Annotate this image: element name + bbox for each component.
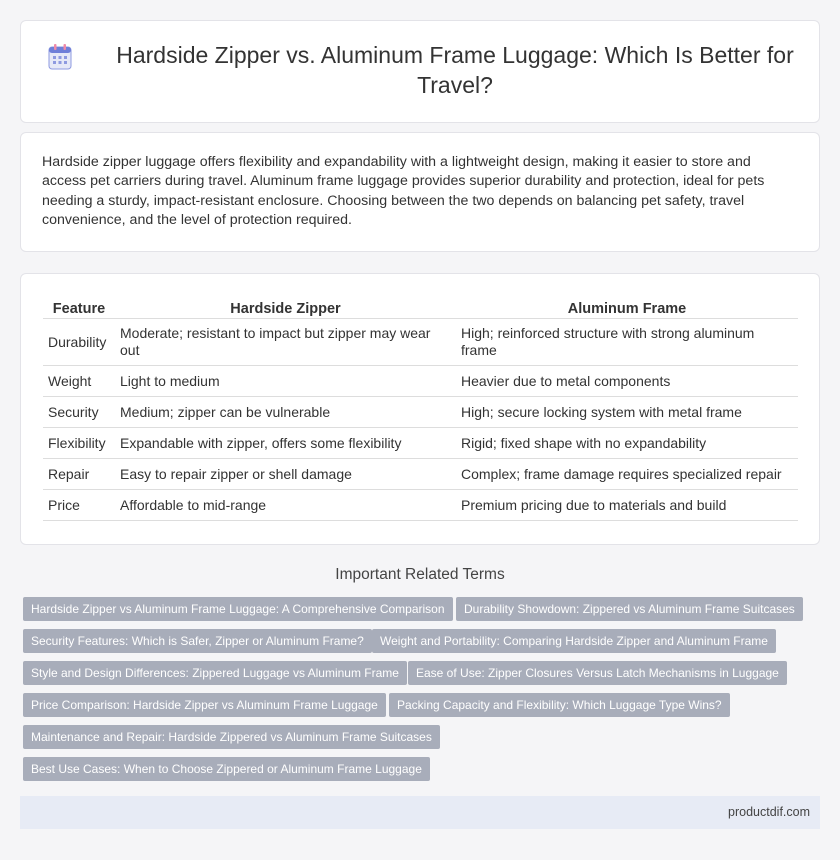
related-term-tag[interactable]: Security Features: Which is Safer, Zipper or Aluminum Frame?: [23, 629, 372, 653]
table-row: [43, 366, 798, 397]
cell-aluminum-frame: High; secure locking system with metal frame: [456, 397, 798, 428]
related-term-tag[interactable]: Style and Design Differences: Zippered Luggage vs Aluminum Frame: [23, 661, 407, 685]
cell-hardside-zipper: Expandable with zipper, offers some flexibility: [115, 428, 456, 459]
column-header-aluminum-frame: Aluminum Frame: [456, 296, 798, 319]
related-terms-heading: Important Related Terms: [335, 566, 505, 583]
column-header-feature: Feature: [43, 296, 115, 319]
related-term-tag[interactable]: Maintenance and Repair: Hardside Zippered vs Aluminum Frame Suitcases: [23, 725, 440, 749]
related-term-tag[interactable]: Best Use Cases: When to Choose Zippered or Aluminum Frame Luggage: [23, 757, 430, 781]
intro-card: [20, 132, 820, 252]
related-term-tag[interactable]: Packing Capacity and Flexibility: Which Luggage Type Wins?: [389, 693, 730, 717]
table-row: [43, 428, 798, 459]
cell-hardside-zipper: Light to medium: [115, 366, 456, 397]
cell-feature: Price: [43, 490, 115, 521]
related-term-tag[interactable]: Price Comparison: Hardside Zipper vs Aluminum Frame Luggage: [23, 693, 386, 717]
comparison-table: [43, 296, 798, 521]
cell-aluminum-frame: Rigid; fixed shape with no expandability: [456, 428, 798, 459]
cell-aluminum-frame: Heavier due to metal components: [456, 366, 798, 397]
cell-feature: Weight: [43, 366, 115, 397]
cell-aluminum-frame: Premium pricing due to materials and build: [456, 490, 798, 521]
table-row: [43, 459, 798, 490]
page-title: Hardside Zipper vs. Aluminum Frame Luggage: Which Is Better for Travel?: [116, 42, 794, 98]
column-header-hardside-zipper: Hardside Zipper: [115, 296, 456, 319]
related-term-tag[interactable]: Weight and Portability: Comparing Hardside Zipper and Aluminum Frame: [372, 629, 776, 653]
cell-aluminum-frame: Complex; frame damage requires specialized repair: [456, 459, 798, 490]
calendar-icon: [48, 44, 72, 70]
table-row: [43, 490, 798, 521]
cell-aluminum-frame: High; reinforced structure with strong aluminum frame: [456, 319, 798, 366]
cell-feature: Flexibility: [43, 428, 115, 459]
cell-hardside-zipper: Moderate; resistant to impact but zipper may wear out: [115, 319, 456, 366]
footer: [20, 796, 820, 829]
table-header-row: [43, 296, 798, 319]
intro-paragraph: Hardside zipper luggage offers flexibility and expandability with a lightweight design, making it easier to store and access pet carriers during travel. Aluminum frame luggage provides superior durability and protection, ideal for pets needing a sturdy, impact-resistant enclosure. Choosing between the two depends on balancing pet safety, travel convenience, and the level of protection required.: [42, 154, 765, 228]
table-row: [43, 319, 798, 366]
related-term-tag[interactable]: Durability Showdown: Zippered vs Aluminum Frame Suitcases: [456, 597, 803, 621]
cell-feature: Repair: [43, 459, 115, 490]
cell-hardside-zipper: Affordable to mid-range: [115, 490, 456, 521]
cell-feature: Durability: [43, 319, 115, 366]
table-row: [43, 397, 798, 428]
cell-feature: Security: [43, 397, 115, 428]
related-term-tag[interactable]: Hardside Zipper vs Aluminum Frame Luggage: A Comprehensive Comparison: [23, 597, 453, 621]
comparison-card: [20, 273, 820, 545]
cell-hardside-zipper: Medium; zipper can be vulnerable: [115, 397, 456, 428]
related-term-tag[interactable]: Ease of Use: Zipper Closures Versus Latch Mechanisms in Luggage: [408, 661, 787, 685]
cell-hardside-zipper: Easy to repair zipper or shell damage: [115, 459, 456, 490]
footer-site-name[interactable]: productdif.com: [728, 805, 810, 819]
